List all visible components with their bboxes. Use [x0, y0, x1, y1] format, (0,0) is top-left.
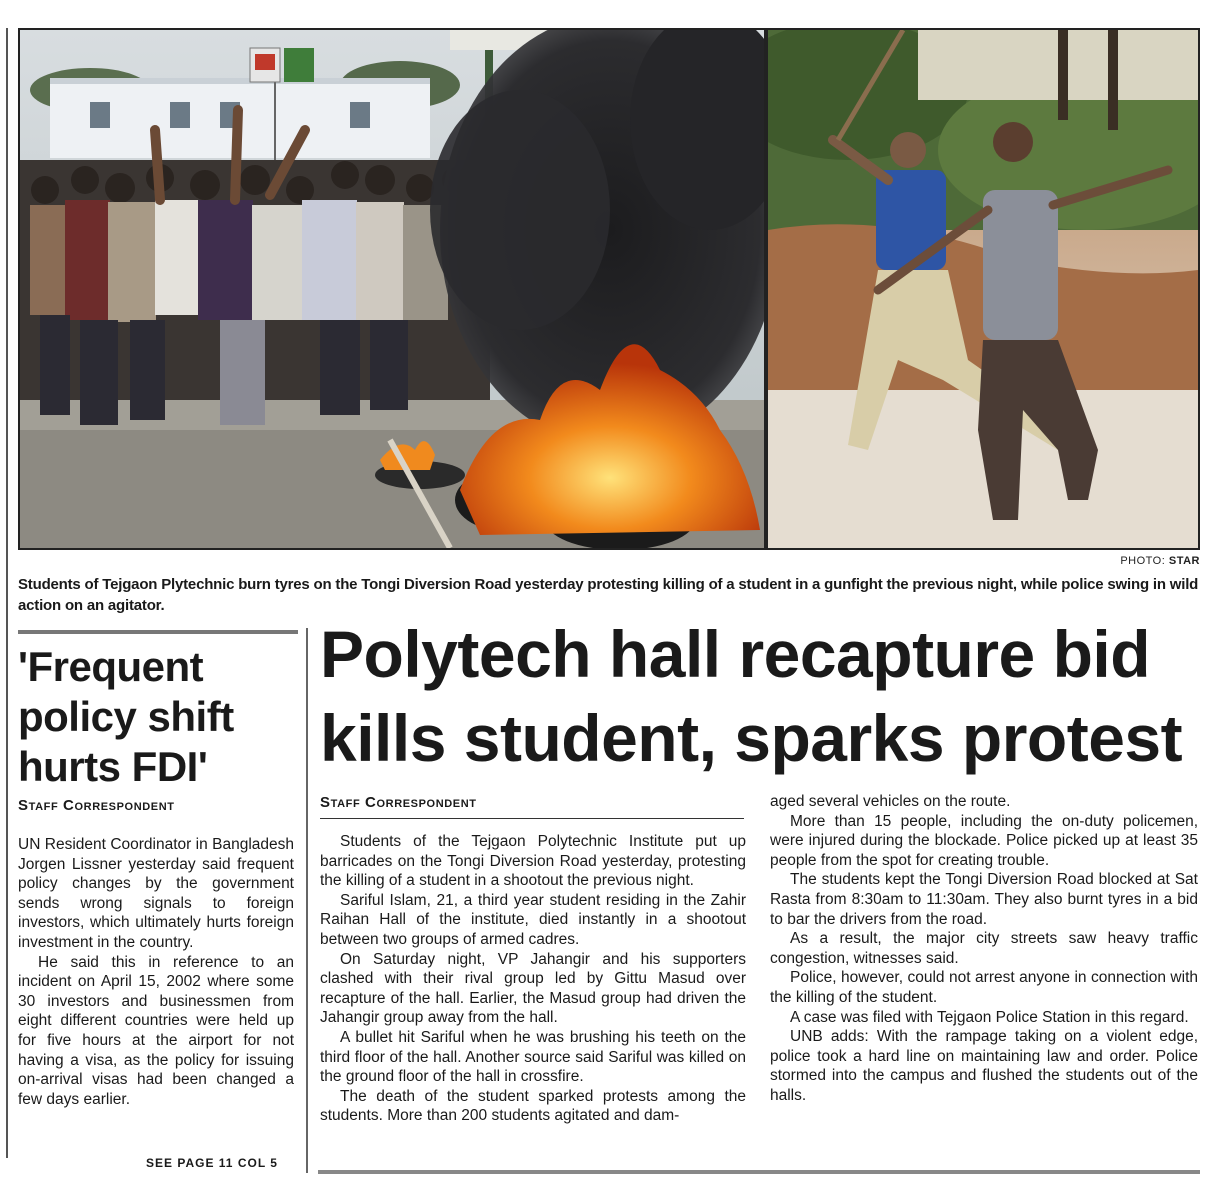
side-story-paragraph: He said this in reference to an incident on April 15, 2002 where some 30 investors and businessmen from eight different countries were held up for five hours at the airport for not having a visa, as the policy for issuing on-arrival visas had been changed a few days earlier. — [18, 953, 294, 1108]
protest-photo — [20, 30, 764, 548]
main-story-column-1 — [320, 832, 746, 1126]
main-story-byline: Staff Correspondent — [320, 794, 477, 811]
side-story-body — [18, 835, 294, 1109]
bottom-rule — [318, 1170, 1200, 1174]
main-story-headline: Polytech hall recapture bid kills student, sparks protest — [320, 617, 1183, 775]
photo-credit — [1120, 555, 1200, 567]
see-page-jump: SEE PAGE 11 COL 5 — [146, 1156, 278, 1170]
main-story-paragraph: The students kept the Tongi Diversion Road blocked at Sat Rasta from 8:30am to 11:30am. They also burnt tyres in a bid to bar the drivers from the road. — [770, 871, 1198, 928]
column-divider — [306, 628, 308, 1173]
photo-credit-label: PHOTO: — [1120, 555, 1166, 567]
police-action-photo — [768, 30, 1198, 548]
main-story-paragraph: A bullet hit Sariful when he was brushing his teeth on the third floor of the hall. Another source said Sariful was killed on the ground floor of the hall in crossfire. — [320, 1028, 746, 1086]
side-story-byline: Staff Correspondent — [18, 797, 175, 814]
byline-rule — [320, 818, 744, 819]
photo-credit-source: STAR — [1168, 555, 1200, 567]
photo-caption: Students of Tejgaon Plytechnic burn tyres on the Tongi Diversion Road yesterday protesting killing of a student in a gunfight the previous night, while police swing in wild action on an agitator. — [18, 576, 1199, 614]
side-story-paragraph: UN Resident Coordinator in Bangladesh Jorgen Lissner yesterday said frequent policy changes by the government sends wrong signals to foreign investors, which ultimately hurts foreign investment in the country. — [18, 836, 294, 951]
main-story-paragraph: Police, however, could not arrest anyone in connection with the killing of the student. — [770, 969, 1198, 1006]
main-story-paragraph: Students of the Tejgaon Polytechnic Institute put up barricades on the Tongi Diversion Road yesterday, protesting the killing of a student in a shootout the previous night. — [320, 833, 746, 890]
photo-frame — [18, 28, 1200, 550]
main-story-column-2 — [770, 792, 1198, 1106]
main-story-paragraph: As a result, the major city streets saw heavy traffic congestion, witnesses said. — [770, 930, 1198, 967]
main-story-paragraph: aged several vehicles on the route. — [770, 793, 1011, 810]
main-story-paragraph: Sariful Islam, 21, a third year student residing in the Zahir Raihan Hall of the institute, died instantly in a shootout between two groups of armed cadres. — [320, 891, 746, 948]
main-story-paragraph: A case was filed with Tejgaon Police Station in this regard. — [790, 1008, 1189, 1026]
page-left-rule — [6, 28, 8, 1158]
side-story-top-rule — [18, 630, 298, 634]
main-story-paragraph: UNB adds: With the rampage taking on a violent edge, police took a hard line on maintaining law and order. Police stormed into the campus and flushed the students out of the halls. — [770, 1028, 1198, 1104]
main-story-paragraph: The death of the student sparked protests among the students. More than 200 students agitated and dam- — [320, 1087, 746, 1125]
main-story-paragraph: More than 15 people, including the on-duty policemen, were injured during the blockade. Police picked up at least 35 people from the spot for creating trouble. — [770, 812, 1198, 869]
side-story-headline: 'Frequent policy shift hurts FDI' — [18, 643, 234, 790]
main-story-paragraph: On Saturday night, VP Jahangir and his supporters clashed with their rival group led by Gittu Masud over recapture of the hall. Earlier, the Masud group had driven the Jahangir group away from the hall. — [320, 950, 746, 1027]
